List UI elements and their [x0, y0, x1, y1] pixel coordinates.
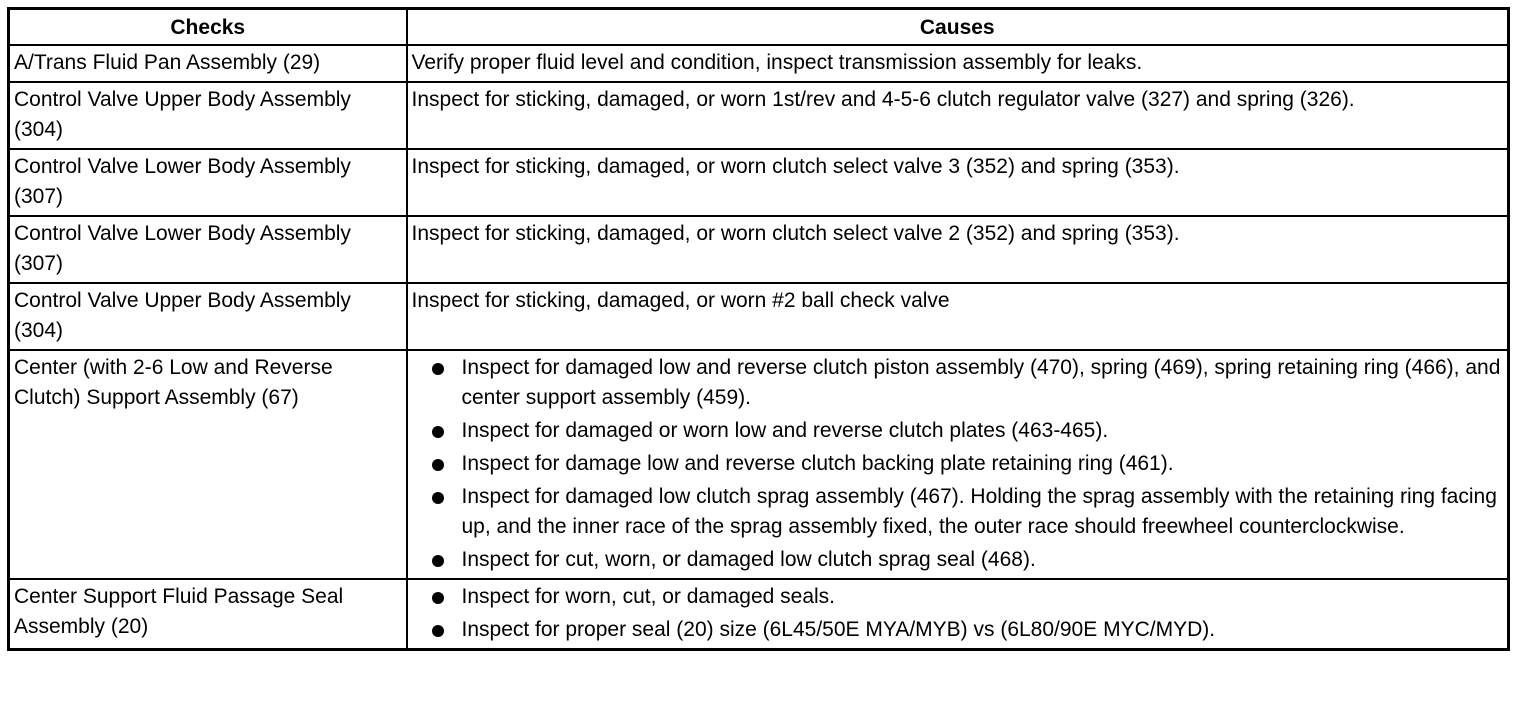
check-cell: Center (with 2-6 Low and Reverse Clutch) Support Assembly (67) [9, 350, 407, 579]
table-row [9, 579, 1509, 650]
table-row [9, 149, 1509, 216]
table-row [9, 216, 1509, 283]
list-item [412, 482, 1504, 542]
check-cell: Control Valve Upper Body Assembly (304) [9, 82, 407, 149]
check-cell: A/Trans Fluid Pan Assembly (29) [9, 45, 407, 82]
cause-cell: Inspect for sticking, damaged, or worn clutch select valve 2 (352) and spring (353). [407, 216, 1509, 283]
list-item [412, 615, 1504, 645]
cause-cell: Verify proper fluid level and condition, inspect transmission assembly for leaks. [407, 45, 1509, 82]
list-item [412, 416, 1504, 446]
bullet-icon [432, 426, 444, 438]
check-cell: Control Valve Upper Body Assembly (304) [9, 283, 407, 350]
bullet-icon [432, 592, 444, 604]
cause-cell: Inspect for sticking, damaged, or worn clutch select valve 3 (352) and spring (353). [407, 149, 1509, 216]
bullet-text: Inspect for cut, worn, or damaged low clutch sprag seal (468). [461, 548, 1036, 571]
cause-bullet-list [412, 353, 1504, 575]
check-cell: Control Valve Lower Body Assembly (307) [9, 216, 407, 283]
check-cell: Center Support Fluid Passage Seal Assembly (20) [9, 579, 407, 650]
table-row [9, 45, 1509, 82]
cause-cell [407, 350, 1509, 579]
table-row [9, 283, 1509, 350]
header-row [9, 9, 1509, 46]
header-causes: Causes [407, 9, 1509, 46]
bullet-icon [432, 555, 444, 567]
bullet-text: Inspect for damaged or worn low and reverse clutch plates (463-465). [461, 419, 1109, 442]
cause-cell: Inspect for sticking, damaged, or worn #2 ball check valve [407, 283, 1509, 350]
bullet-icon [432, 459, 444, 471]
diagnostic-table [7, 7, 1510, 651]
bullet-icon [432, 625, 444, 637]
cause-bullet-list [412, 582, 1504, 645]
header-checks: Checks [9, 9, 407, 46]
bullet-icon [432, 363, 444, 375]
cause-cell: Inspect for sticking, damaged, or worn 1st/rev and 4-5-6 clutch regulator valve (327) and spring (326). [407, 82, 1509, 149]
check-cell: Control Valve Lower Body Assembly (307) [9, 149, 407, 216]
bullet-text: Inspect for damaged low clutch sprag assembly (467). Holding the sprag assembly with the retaining ring facing up, and the inner race of the sprag assembly fixed, the outer race should freewheel counterclockwise. [461, 485, 1497, 538]
list-item [412, 545, 1504, 575]
table-row [9, 82, 1509, 149]
list-item [412, 353, 1504, 413]
list-item [412, 449, 1504, 479]
bullet-icon [432, 492, 444, 504]
cause-cell [407, 579, 1509, 650]
bullet-text: Inspect for worn, cut, or damaged seals. [461, 585, 836, 608]
bullet-text: Inspect for damage low and reverse clutch backing plate retaining ring (461). [461, 452, 1174, 475]
list-item [412, 582, 1504, 612]
bullet-text: Inspect for damaged low and reverse clutch piston assembly (470), spring (469), spring retaining ring (466), and center support assembly (459). [461, 356, 1501, 409]
bullet-text: Inspect for proper seal (20) size (6L45/50E MYA/MYB) vs (6L80/90E MYC/MYD). [461, 618, 1216, 641]
table-row [9, 350, 1509, 579]
diagnostic-table-wrapper [7, 7, 1510, 651]
